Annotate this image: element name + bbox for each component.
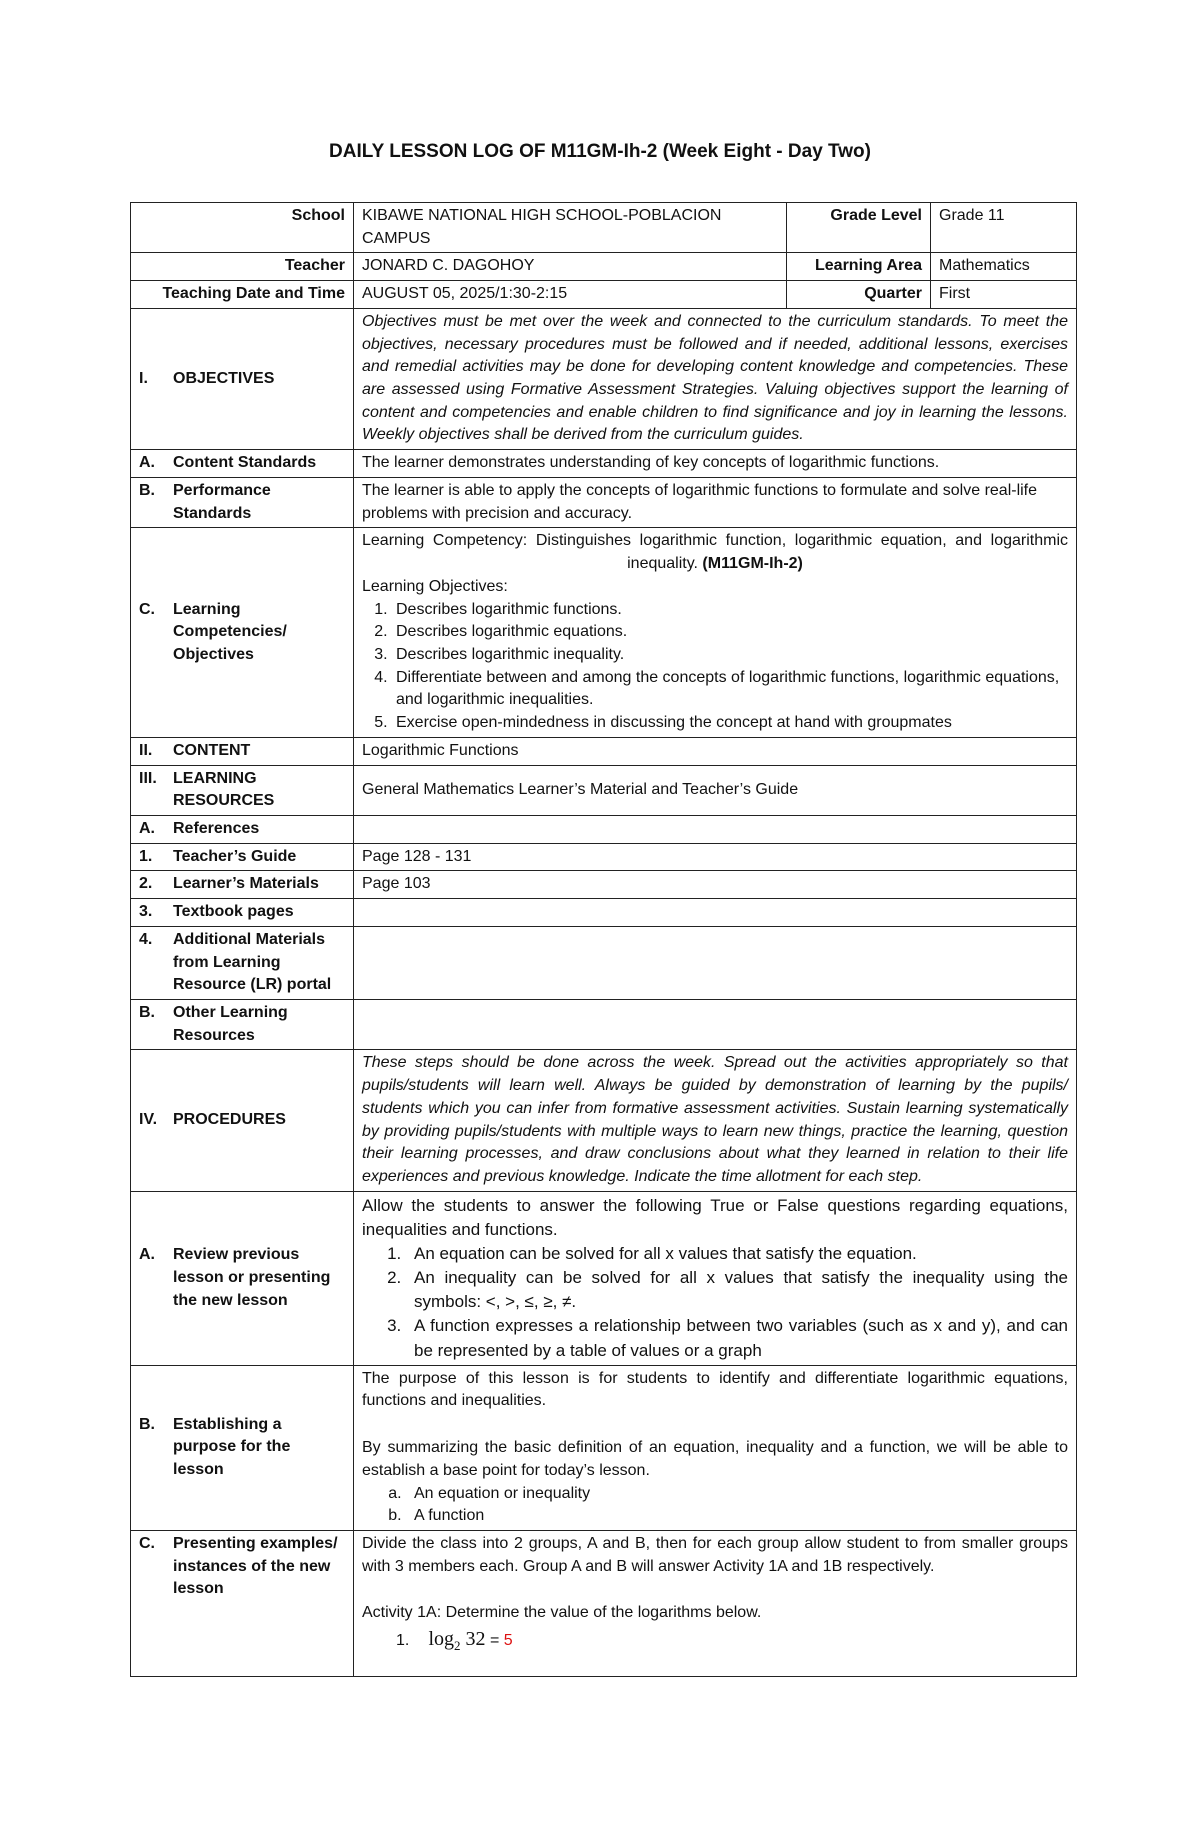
content-standards-num: A.: [139, 454, 155, 472]
purpose-label-cell: [131, 1365, 354, 1530]
content-standards-row: [131, 450, 1077, 478]
learners-materials-value: Page 103: [354, 871, 1077, 899]
lesson-log-table: [130, 202, 1077, 1677]
school-row: [131, 203, 1077, 253]
competency-code: (M11GM-Ih-2): [702, 555, 803, 573]
activity-1a-heading: Activity 1A: Determine the value of the logarithms below.: [362, 1604, 762, 1622]
performance-standards-label: Performance Standards: [173, 481, 271, 522]
other-resources-label: Other Learning Resources: [173, 1004, 288, 1044]
learners-materials-label-cell: [131, 871, 354, 899]
presenting-paragraph: Divide the class into 2 groups, A and B, then for each group allow student to from smaller groups with 3 members each. Group A and B will answer Activity 1A and 1B respectively.: [362, 1534, 1068, 1575]
competencies-label-cell: [131, 528, 354, 737]
competencies-row: [131, 528, 1077, 737]
teachers-guide-value: Page 128 - 131: [354, 843, 1077, 871]
purpose-item: a. An equation or inequality: [406, 1483, 1068, 1506]
learners-materials-row: [131, 871, 1077, 899]
presenting-num: C.: [139, 1534, 155, 1552]
textbook-label: Textbook pages: [173, 903, 294, 921]
content-label: CONTENT: [173, 741, 251, 759]
procedures-num: IV.: [139, 1111, 158, 1129]
review-questions-list: [362, 1242, 1068, 1363]
activity-example-1: [362, 1625, 1068, 1655]
performance-standards-num: B.: [139, 481, 155, 499]
learning-objective-item: 3. Describes logarithmic inequality.: [392, 644, 1068, 667]
other-resources-row: [131, 1000, 1077, 1050]
objectives-num: I.: [139, 369, 148, 387]
review-label: Review previous lesson or presenting the new lesson: [173, 1246, 331, 1309]
resources-num: III.: [139, 769, 157, 787]
objectives-label: OBJECTIVES: [173, 369, 275, 387]
learners-materials-label: Learner’s Materials: [173, 875, 319, 893]
presenting-label: Presenting examples/ instances of the new lesson: [173, 1534, 338, 1598]
learning-objective-item: 1. Describes logarithmic functions.: [392, 599, 1068, 622]
additional-materials-label-cell: [131, 926, 354, 999]
learners-materials-num: 2.: [139, 875, 153, 893]
log-argument: 32: [465, 1628, 486, 1651]
review-num: A.: [139, 1246, 155, 1264]
competency-statement: [362, 530, 1068, 575]
review-question-item: 1. An equation can be solved for all x values that satisfy the equation.: [406, 1242, 1068, 1266]
review-intro: Allow the students to answer the following True or False questions regarding equations, inequalities and functions.: [362, 1195, 1068, 1239]
learning-objective-item: 5. Exercise open-mindedness in discussing the concept at hand with groupmates: [392, 712, 1068, 735]
procedures-note: These steps should be done across the week. Spread out the activities appropriately so that pupils/students will learn well. Always be guided by demonstration of learning by the pupils/ students which you can infer from formative assessment activities. Sustain learning systematically by providing pupils/students with multiple ways to learn new things, practice the learning, question their learning processes, and draw conclusions about what they learned in relation to their life experiences and previous knowledge. Indicate the time allotment for each step.: [354, 1050, 1077, 1191]
page-title: DAILY LESSON LOG OF M11GM-Ih-2 (Week Eight - Day Two): [329, 141, 871, 162]
performance-standards-row: [131, 477, 1077, 527]
example-equals: =: [489, 1632, 500, 1650]
quarter-value: First: [931, 281, 1077, 309]
learning-objective-item: 2. Describes logarithmic equations.: [392, 621, 1068, 644]
teachers-guide-label-cell: [131, 843, 354, 871]
references-label: References: [173, 819, 260, 837]
additional-materials-row: [131, 926, 1077, 999]
date-row: [131, 281, 1077, 309]
date-value: AUGUST 05, 2025/1:30-2:15: [354, 281, 787, 309]
objectives-label-cell: [131, 308, 354, 449]
teachers-guide-row: [131, 843, 1077, 871]
procedures-label: PROCEDURES: [173, 1111, 286, 1129]
other-resources-value: [354, 1000, 1077, 1050]
additional-materials-label: Additional Materials from Learning Resource (LR) portal: [173, 930, 332, 994]
references-label-cell: [131, 815, 354, 843]
school-value: KIBAWE NATIONAL HIGH SCHOOL-POBLACION CAMPUS: [354, 203, 787, 253]
resources-label-cell: [131, 765, 354, 815]
competency-text: Learning Competency: Distinguishes logarithmic function, logarithmic equation, and logarithmic inequality.: [362, 532, 1068, 573]
textbook-value: [354, 899, 1077, 927]
references-num: A.: [139, 819, 155, 837]
teacher-value: JONARD C. DAGOHOY: [354, 253, 787, 281]
content-num: II.: [139, 741, 153, 759]
learning-area-value: Mathematics: [931, 253, 1077, 281]
presenting-label-cell: [131, 1530, 354, 1676]
references-value: [354, 815, 1077, 843]
content-label-cell: [131, 737, 354, 765]
log-expression: [428, 1628, 486, 1654]
learning-objectives-list: [362, 599, 1068, 735]
additional-materials-num: 4.: [139, 930, 153, 948]
content-standards-label: Content Standards: [173, 454, 317, 472]
example-answer: 5: [503, 1632, 513, 1650]
resources-value: General Mathematics Learner’s Material and Teacher’s Guide: [354, 765, 1077, 815]
review-question-item: 3. A function expresses a relationship between two variables (such as x and y), and can be represented by a table of values or a graph: [406, 1314, 1068, 1362]
textbook-label-cell: [131, 899, 354, 927]
review-question-item: 2. An inequality can be solved for all x values that satisfy the inequality using the symbols: <, >, ≤, ≥, ≠.: [406, 1266, 1068, 1314]
date-label: Teaching Date and Time: [131, 281, 354, 309]
school-label: School: [131, 203, 354, 253]
review-row: [131, 1191, 1077, 1365]
objectives-row: [131, 308, 1077, 449]
performance-standards-label-cell: [131, 477, 354, 527]
textbook-row: [131, 899, 1077, 927]
teachers-guide-label: Teacher’s Guide: [173, 847, 297, 865]
procedures-label-cell: [131, 1050, 354, 1191]
purpose-label: Establishing a purpose for the lesson: [173, 1415, 291, 1479]
purpose-paragraph-2: By summarizing the basic definition of an equation, inequality and a function, we will be able to establish a base point for today’s lesson.: [362, 1439, 1068, 1479]
competencies-content: [354, 528, 1077, 737]
learning-objective-item: 4. Differentiate between and among the concepts of logarithmic functions, logarithmic equations, and logarithmic inequalities.: [392, 667, 1068, 712]
textbook-num: 3.: [139, 903, 153, 921]
competencies-label: Learning Competencies/ Objectives: [173, 600, 287, 663]
grade-level-label: Grade Level: [787, 203, 931, 253]
references-row: [131, 815, 1077, 843]
presenting-content: [354, 1530, 1077, 1676]
example-number: 1.: [396, 1632, 410, 1650]
competencies-num: C.: [139, 600, 155, 618]
log-base: 2: [454, 1638, 461, 1654]
purpose-num: B.: [139, 1415, 155, 1433]
purpose-content: [354, 1365, 1077, 1530]
other-resources-label-cell: [131, 1000, 354, 1050]
other-resources-num: B.: [139, 1004, 155, 1021]
performance-standards-value: The learner is able to apply the concepts of logarithmic functions to formulate and solve real-life problems with precision and accuracy.: [354, 477, 1077, 527]
review-label-cell: [131, 1191, 354, 1365]
quarter-label: Quarter: [787, 281, 931, 309]
review-content: [354, 1191, 1077, 1365]
teachers-guide-num: 1.: [139, 847, 153, 865]
content-standards-value: The learner demonstrates understanding of key concepts of logarithmic functions.: [354, 450, 1077, 478]
grade-level-value: Grade 11: [931, 203, 1077, 253]
purpose-item: b. A function: [406, 1505, 1068, 1528]
purpose-list: [362, 1483, 1068, 1528]
additional-materials-value: [354, 926, 1077, 999]
purpose-row: [131, 1365, 1077, 1530]
teacher-label: Teacher: [131, 253, 354, 281]
learning-objectives-heading: Learning Objectives:: [362, 577, 508, 595]
resources-row: [131, 765, 1077, 815]
procedures-row: [131, 1050, 1077, 1191]
teacher-row: [131, 253, 1077, 281]
content-value: Logarithmic Functions: [354, 737, 1077, 765]
learning-area-label: Learning Area: [787, 253, 931, 281]
content-standards-label-cell: [131, 450, 354, 478]
resources-label: LEARNING RESOURCES: [173, 769, 275, 810]
objectives-note: Objectives must be met over the week and connected to the curriculum standards. To meet the objectives, necessary procedures must be followed and if needed, additional lessons, exercises and remedial activities may be done for developing content knowledge and competencies. These are assessed using Formative Assessment Strategies. Valuing objectives support the learning of content and competencies and enable children to find significance and joy in learning the lessons. Weekly objectives shall be derived from the curriculum guides.: [354, 308, 1077, 449]
purpose-paragraph-1: The purpose of this lesson is for students to identify and differentiate logarithmic equations, functions and inequalities.: [362, 1369, 1068, 1410]
presenting-row: [131, 1530, 1077, 1676]
log-function: log: [428, 1628, 455, 1651]
content-row: [131, 737, 1077, 765]
